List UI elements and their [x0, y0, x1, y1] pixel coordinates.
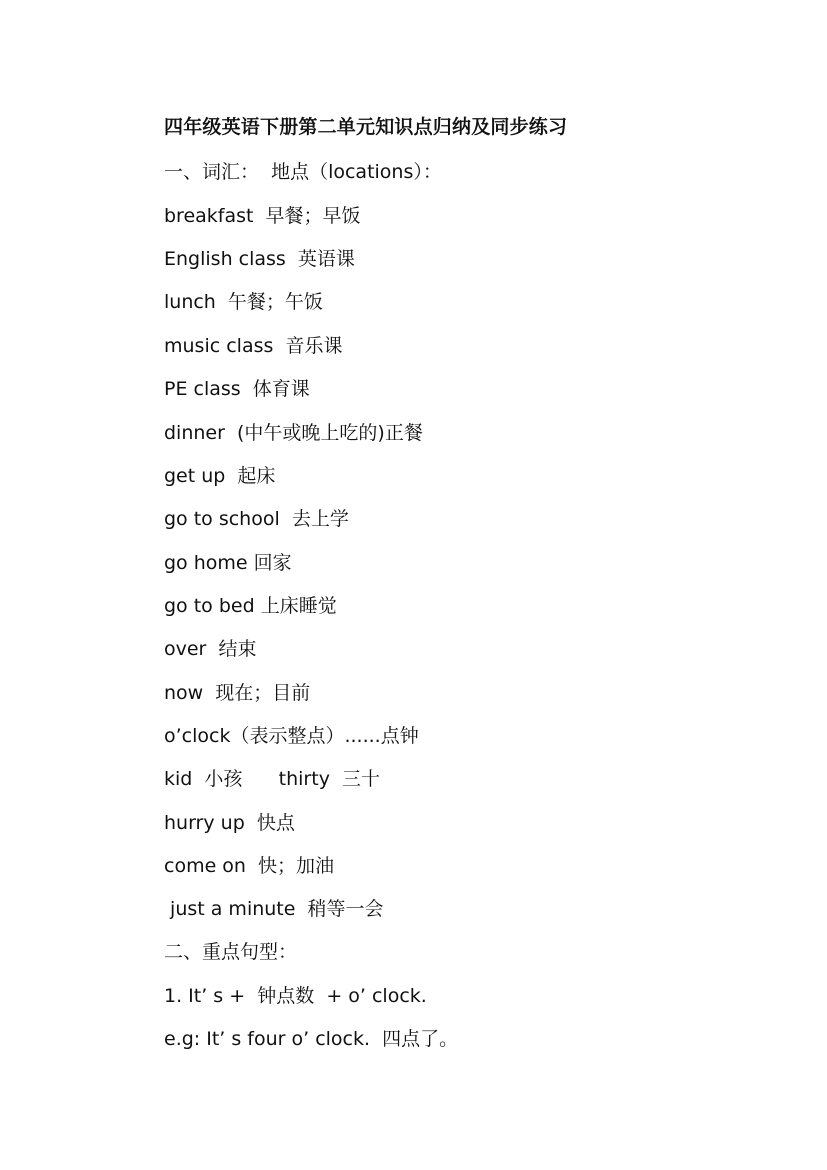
vocab-line: o’clock（表示整点）......点钟 [164, 725, 419, 747]
vocab-line: now 现在；目前 [164, 682, 311, 704]
example-sentence: e.g: It’ s four o’ clock. 四点了。 [164, 1028, 459, 1050]
section-heading-sentences: 二、重点句型： [164, 941, 298, 963]
vocab-line: go to school 去上学 [164, 508, 349, 530]
vocab-line: music class 音乐课 [164, 335, 343, 357]
sentence-pattern: 1. It’ s + 钟点数 + o’ clock. [164, 985, 427, 1007]
vocab-line: PE class 体育课 [164, 378, 310, 400]
vocab-line: English class 英语课 [164, 248, 355, 270]
vocab-line: over 结束 [164, 638, 257, 660]
vocab-line: dinner (中午或晚上吃的)正餐 [164, 422, 423, 444]
vocab-line: get up 起床 [164, 465, 276, 487]
vocab-line: kid 小孩 thirty 三十 [164, 768, 381, 790]
vocab-line: come on 快；加油 [164, 855, 335, 877]
section-heading-vocabulary: 一、词汇： 地点（locations）： [164, 161, 442, 183]
vocab-line: go home 回家 [164, 552, 292, 574]
vocab-line: breakfast 早餐；早饭 [164, 205, 361, 227]
vocab-line: hurry up 快点 [164, 812, 295, 834]
vocab-line: lunch 午餐；午饭 [164, 291, 323, 313]
vocab-line: just a minute 稍等一会 [164, 898, 384, 920]
vocab-line: go to bed 上床睡觉 [164, 595, 337, 617]
document-title: 四年级英语下册第二单元知识点归纳及同步练习 [164, 116, 568, 138]
